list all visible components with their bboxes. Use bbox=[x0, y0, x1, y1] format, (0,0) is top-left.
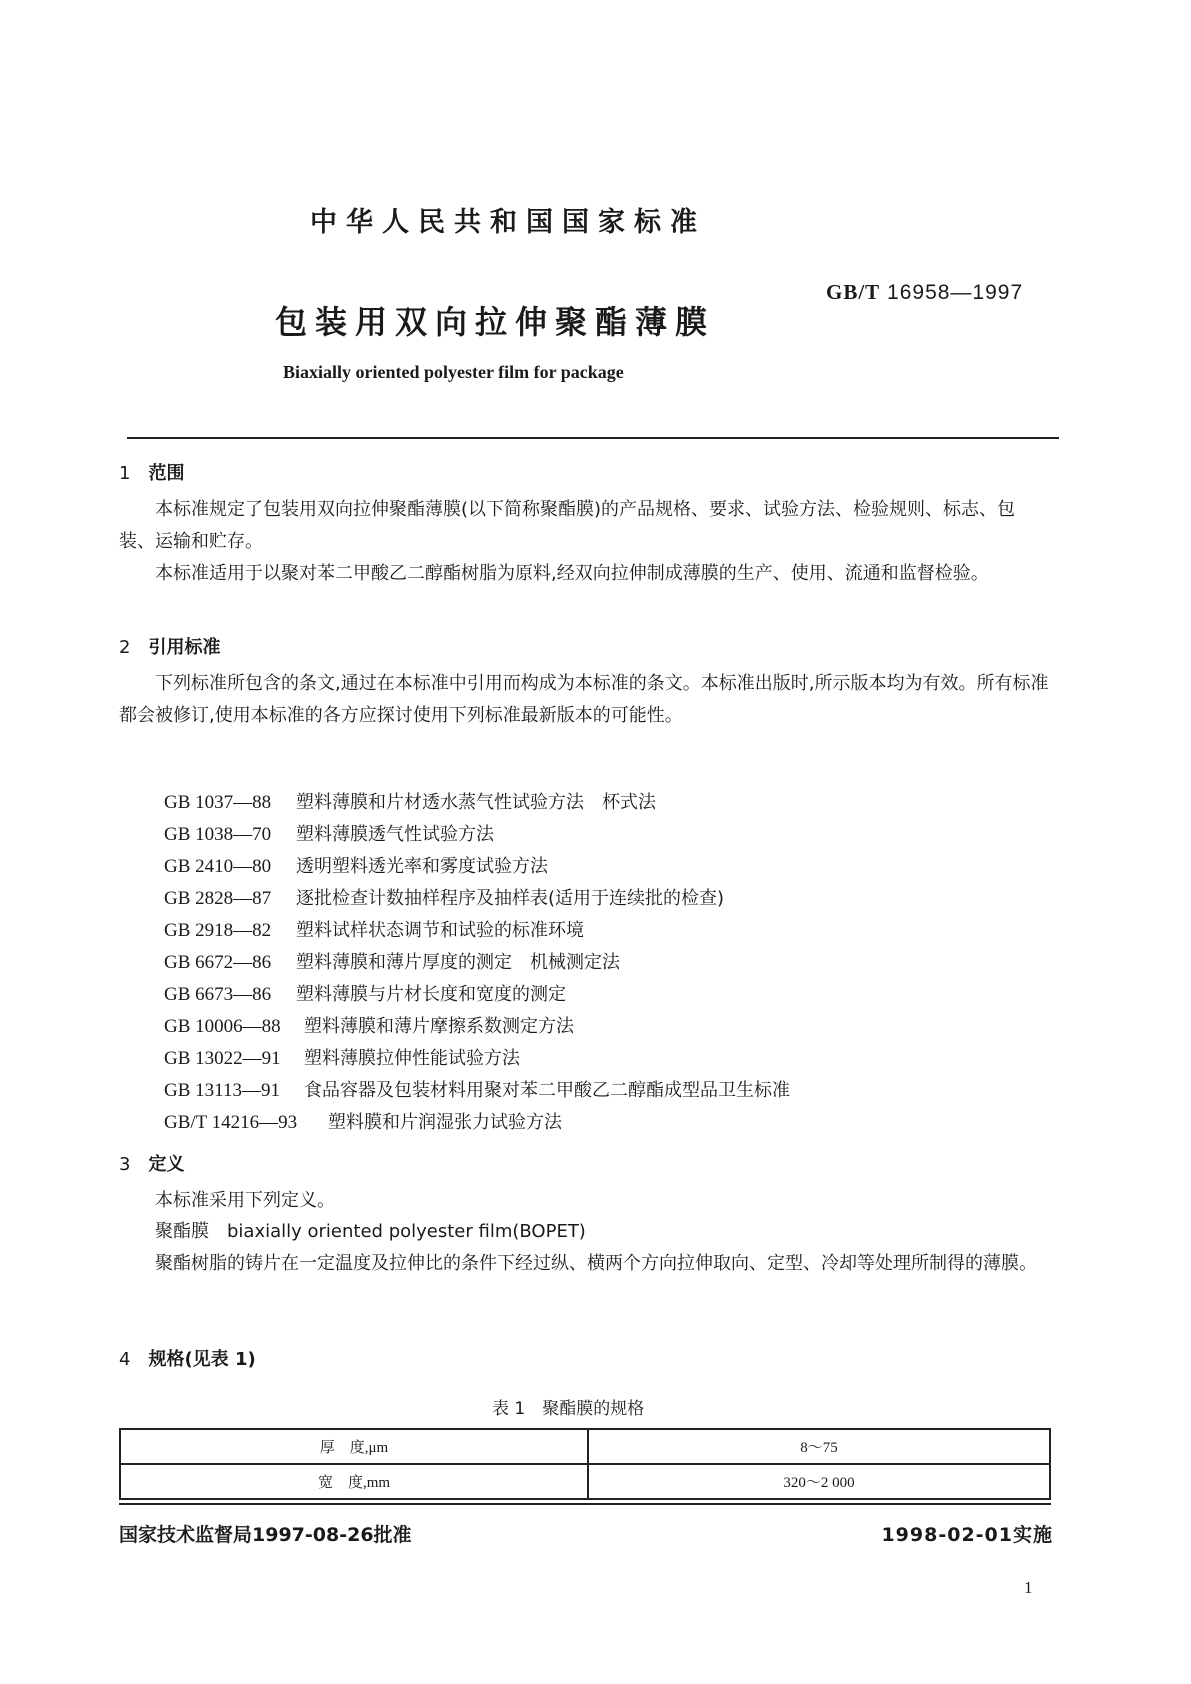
reference-code: GB/T 14216—93 bbox=[164, 1112, 298, 1133]
definition-term: 聚酯膜 biaxially oriented polyester film(BOPET) bbox=[155, 1221, 586, 1242]
reference-code: GB 6673—86 bbox=[164, 984, 272, 1005]
standard-code bbox=[826, 280, 1023, 305]
section-title: 定义 bbox=[148, 1154, 185, 1175]
section-heading-2 bbox=[119, 633, 220, 659]
table-row bbox=[120, 1464, 1050, 1499]
reference-item bbox=[164, 1043, 790, 1075]
paragraph: 本标准规定了包装用双向拉伸聚酯薄膜(以下简称聚酯膜)的产品规格、要求、试验方法、检验规则、标志、包装、运输和贮存。 bbox=[119, 499, 1016, 552]
reference-title: 塑料试样状态调节和试验的标准环境 bbox=[296, 920, 584, 941]
table-cell-value: 320～2 000 bbox=[588, 1464, 1050, 1499]
reference-code: GB 6672—86 bbox=[164, 952, 272, 973]
standard-code-prefix: GB/T bbox=[826, 280, 881, 304]
reference-code: GB 13022—91 bbox=[164, 1048, 281, 1069]
document-title-en: Biaxially oriented polyester film for package bbox=[283, 362, 624, 382]
reference-title: 食品容器及包装材料用聚对苯二甲酸乙二醇酯成型品卫生标准 bbox=[304, 1080, 790, 1101]
standard-code-number: 16958—1997 bbox=[887, 281, 1024, 304]
definition-text: 聚酯树脂的铸片在一定温度及拉伸比的条件下经过纵、横两个方向拉伸取向、定型、冷却等处理所制得的薄膜。 bbox=[155, 1253, 1037, 1274]
reference-title: 塑料薄膜与片材长度和宽度的测定 bbox=[296, 984, 566, 1005]
approval-date: 国家技术监督局1997-08-26批准 bbox=[119, 1524, 412, 1546]
section-number: 2 bbox=[119, 637, 131, 658]
reference-item bbox=[164, 1011, 790, 1043]
effective-date: 1998-02-01实施 bbox=[881, 1524, 1053, 1546]
reference-code: GB 2410—80 bbox=[164, 856, 272, 877]
section-title: 规格(见表 1) bbox=[148, 1349, 256, 1370]
paragraph: 本标准采用下列定义。 bbox=[155, 1190, 335, 1211]
table-cell-value: 8～75 bbox=[588, 1429, 1050, 1464]
reference-code: GB 2828—87 bbox=[164, 888, 272, 909]
section-title: 引用标准 bbox=[148, 637, 221, 658]
footer-divider bbox=[119, 1503, 1051, 1505]
reference-code: GB 1037—88 bbox=[164, 792, 272, 813]
reference-title: 塑料薄膜和片材透水蒸气性试验方法 杯式法 bbox=[296, 792, 656, 813]
reference-item bbox=[164, 819, 790, 851]
reference-item bbox=[164, 1107, 790, 1139]
reference-item bbox=[164, 787, 790, 819]
reference-list bbox=[164, 787, 790, 1139]
section-title: 范围 bbox=[148, 463, 185, 484]
reference-title: 塑料薄膜透气性试验方法 bbox=[296, 824, 494, 845]
spec-table bbox=[119, 1428, 1051, 1500]
header-divider bbox=[127, 437, 1059, 439]
section-heading-1 bbox=[119, 459, 184, 485]
reference-code: GB 1038—70 bbox=[164, 824, 272, 845]
reference-item bbox=[164, 947, 790, 979]
reference-title: 塑料薄膜和薄片厚度的测定 机械测定法 bbox=[296, 952, 620, 973]
reference-item bbox=[164, 915, 790, 947]
reference-code: GB 10006—88 bbox=[164, 1016, 281, 1037]
section-number: 3 bbox=[119, 1154, 131, 1175]
table-cell-label: 厚 度,μm bbox=[120, 1429, 588, 1464]
reference-item bbox=[164, 1075, 790, 1107]
reference-code: GB 2918—82 bbox=[164, 920, 272, 941]
reference-title: 塑料薄膜拉伸性能试验方法 bbox=[304, 1048, 520, 1069]
table-cell-label: 宽 度,mm bbox=[120, 1464, 588, 1499]
reference-item bbox=[164, 851, 790, 883]
section-heading-3 bbox=[119, 1150, 184, 1176]
paragraph: 本标准适用于以聚对苯二甲酸乙二醇酯树脂为原料,经双向拉伸制成薄膜的生产、使用、流通和监督检验。 bbox=[155, 563, 989, 584]
reference-title: 逐批检查计数抽样程序及抽样表(适用于连续批的检查) bbox=[296, 888, 725, 909]
reference-title: 塑料膜和片润湿张力试验方法 bbox=[328, 1112, 562, 1133]
section-number: 4 bbox=[119, 1349, 131, 1370]
paragraph: 下列标准所包含的条文,通过在本标准中引用而构成为本标准的条文。本标准出版时,所示版本均为有效。所有标准都会被修订,使用本标准的各方应探讨使用下列标准最新版本的可能性。 bbox=[119, 673, 1049, 726]
reference-title: 塑料薄膜和薄片摩擦系数测定方法 bbox=[304, 1016, 574, 1037]
reference-item bbox=[164, 883, 790, 915]
table-row bbox=[120, 1429, 1050, 1464]
document-title-cn: 包装用双向拉伸聚酯薄膜 bbox=[275, 303, 716, 341]
section-number: 1 bbox=[119, 463, 131, 484]
section-heading-4 bbox=[119, 1345, 256, 1371]
page-number: 1 bbox=[1024, 1578, 1033, 1597]
table-caption: 表 1 聚酯膜的规格 bbox=[492, 1399, 645, 1419]
reference-code: GB 13113—91 bbox=[164, 1080, 280, 1101]
national-standard-label: 中华人民共和国国家标准 bbox=[310, 207, 706, 238]
reference-title: 透明塑料透光率和雾度试验方法 bbox=[296, 856, 548, 877]
reference-item bbox=[164, 979, 790, 1011]
